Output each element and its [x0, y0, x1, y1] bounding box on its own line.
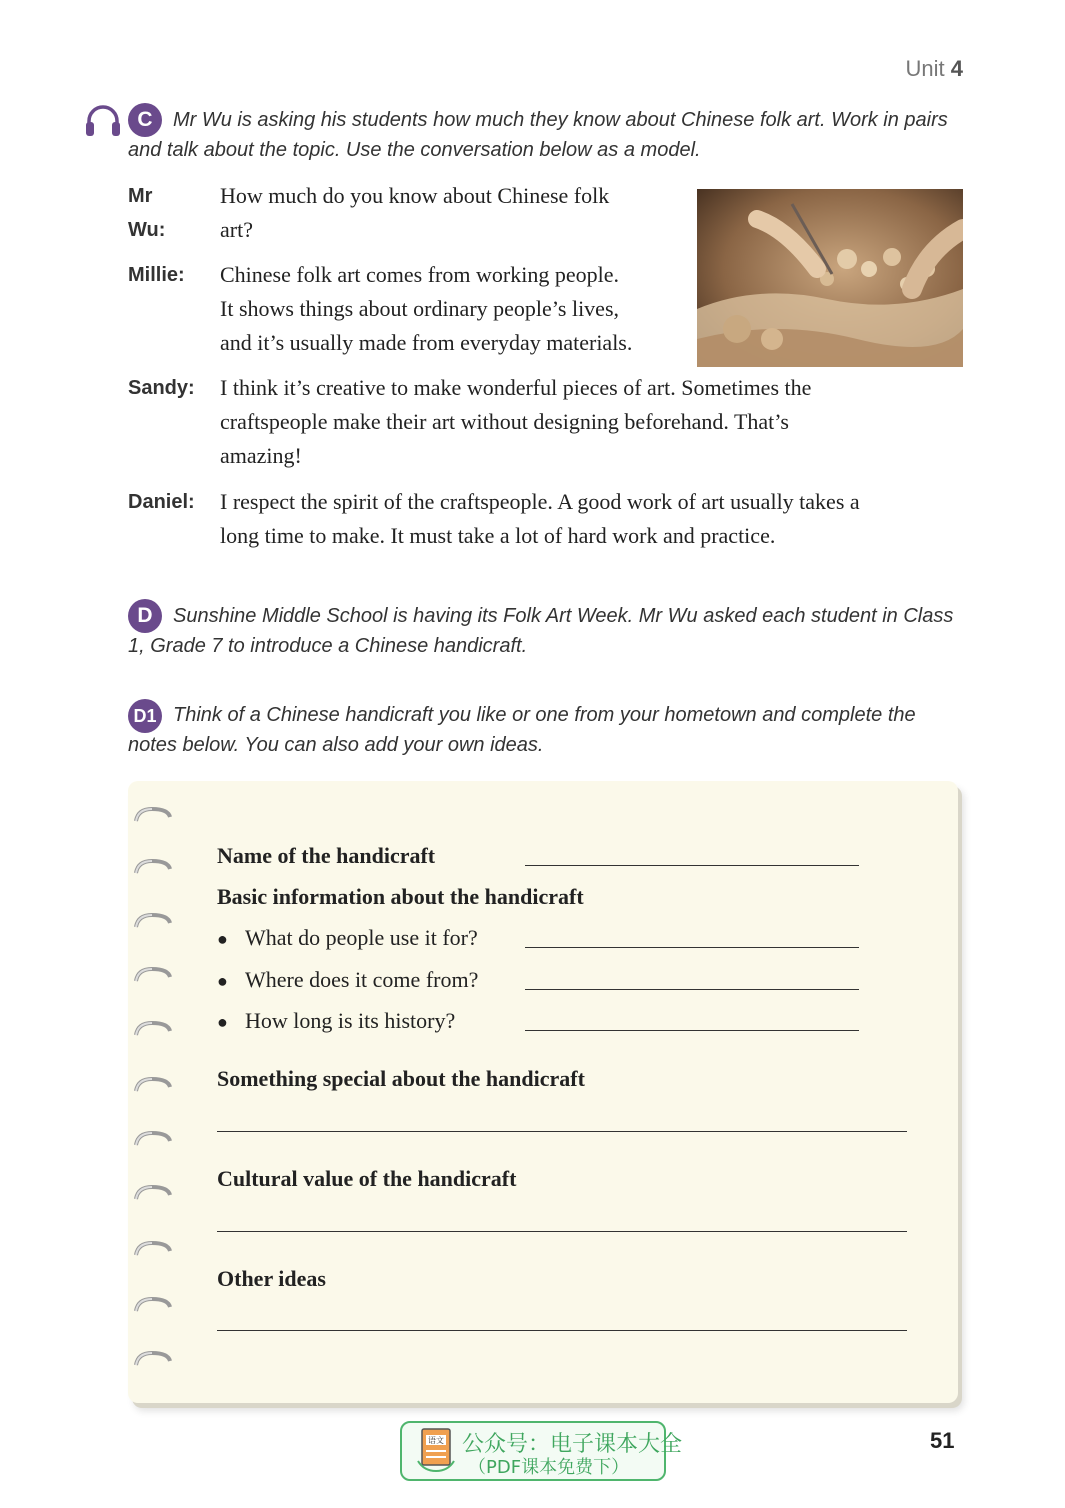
watermark-badge — [400, 1421, 683, 1481]
other-ideas-answer-line[interactable] — [217, 1330, 907, 1331]
name-answer-line[interactable] — [525, 865, 859, 866]
speaker-name: Millie: — [128, 264, 185, 286]
dialogue-text: I respect the spirit of the craftspeople. A good work of art usually takes a long time to make. It must take a lot of hard work and practice. — [220, 489, 860, 548]
spiral-ring-icon — [132, 1127, 174, 1149]
spiral-ring-icon — [132, 803, 174, 825]
section-d1-instruction: Think of a Chinese handicraft you like or one from your hometown and complete the notes below. You can also add your own ideas. — [128, 704, 916, 756]
section-d1-badge: D1 — [128, 699, 162, 733]
spiral-ring-icon — [132, 1293, 174, 1315]
unit-number: 4 — [950, 56, 963, 81]
dialogue-text: I think it’s creative to make wonderful pieces of art. Sometimes the craftspeople make their art without designing beforehand. That’s amazing! — [220, 375, 812, 468]
section-c-instruction: Mr Wu is asking his students how much they know about Chinese folk art. Work in pairs and talk about the topic. Use the conversation below as a model. — [128, 109, 948, 161]
spiral-ring-icon — [132, 909, 174, 931]
page-number: 51 — [930, 1428, 955, 1453]
unit-label: Unit 4 — [905, 56, 963, 81]
watermark-icon-text: 语文 — [428, 1436, 444, 1445]
bullet: ● — [217, 1012, 228, 1032]
bullet: ● — [217, 929, 228, 949]
cultural-answer-line[interactable] — [217, 1231, 907, 1232]
origin-answer-line[interactable] — [525, 989, 859, 990]
question-history: How long is its history? — [245, 1008, 456, 1033]
section-d-instruction: Sunshine Middle School is having its Folk Art Week. Mr Wu asked each student in Class 1, Grade 7 to introduce a Chinese handicraft. — [128, 605, 954, 657]
cultural-value-label: Cultural value of the handicraft — [217, 1166, 517, 1191]
notes-notebook — [128, 781, 958, 1403]
question-use: What do people use it for? — [245, 925, 478, 950]
use-answer-line[interactable] — [525, 947, 859, 948]
spiral-ring-icon — [132, 855, 174, 877]
spiral-ring-icon — [132, 1073, 174, 1095]
speaker-name: Daniel: — [128, 491, 195, 513]
history-answer-line[interactable] — [525, 1030, 859, 1031]
dialogue-text: Chinese folk art comes from working people. It shows things about ordinary people’s lives, and it’s usually made from everyday materials. — [220, 262, 633, 355]
wood-carving-photo — [697, 189, 963, 367]
section-d-badge: D — [128, 599, 162, 633]
spiral-ring-icon — [132, 1017, 174, 1039]
headphones-icon[interactable] — [84, 104, 122, 138]
name-label: Name of the handicraft — [217, 843, 436, 868]
dialogue-text: How much do you know about Chinese folk art? — [220, 183, 610, 242]
other-ideas-label: Other ideas — [217, 1266, 326, 1291]
speaker-name: Sandy: — [128, 377, 195, 399]
speaker-name: Mr Wu: — [128, 185, 166, 241]
bullet: ● — [217, 971, 228, 991]
question-origin: Where does it come from? — [245, 967, 479, 992]
watermark-line2: （PDF课本免费下） — [468, 1457, 630, 1478]
special-label: Something special about the handicraft — [217, 1066, 585, 1091]
watermark-line1: 公众号：电子课本大全 — [462, 1432, 683, 1457]
special-answer-line[interactable] — [217, 1131, 907, 1132]
spiral-ring-icon — [132, 1347, 174, 1369]
spiral-ring-icon — [132, 1237, 174, 1259]
basic-info-label: Basic information about the handicraft — [217, 884, 584, 909]
spiral-ring-icon — [132, 963, 174, 985]
section-c-badge: C — [128, 103, 162, 137]
spiral-ring-icon — [132, 1181, 174, 1203]
